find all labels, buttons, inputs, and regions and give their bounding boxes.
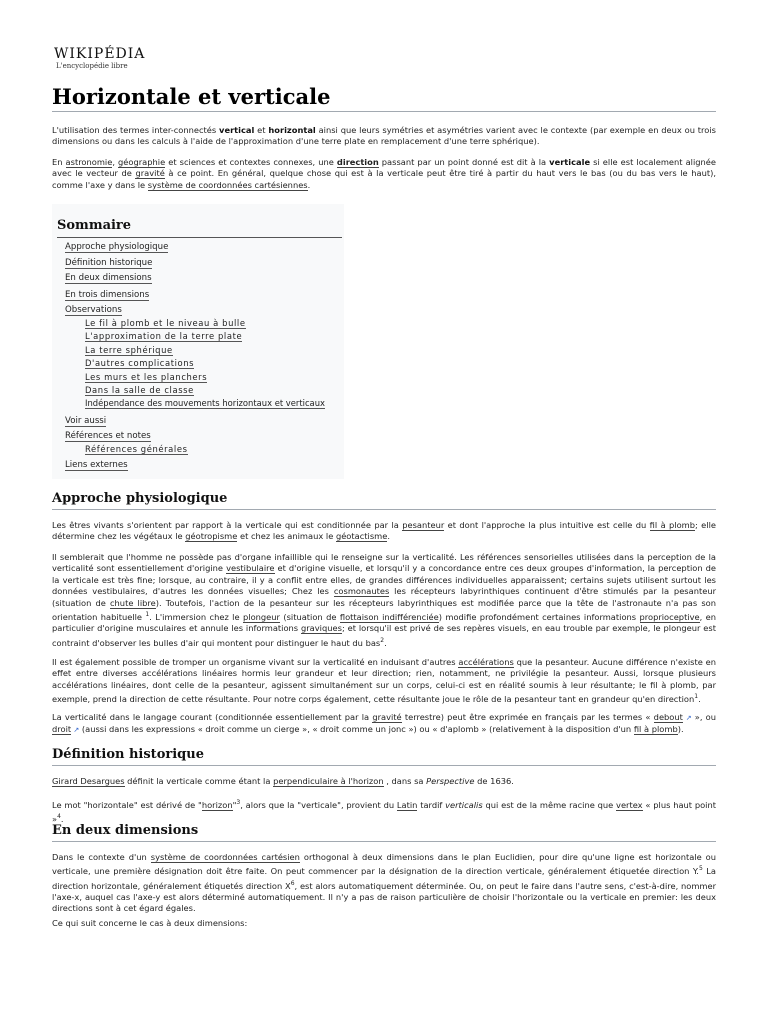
external-link-icon[interactable]: ↗ bbox=[682, 714, 692, 722]
section-heading-definition-historique: Définition historique bbox=[52, 747, 204, 762]
wikipedia-logo[interactable] bbox=[54, 46, 145, 70]
footnote-ref[interactable]: 1 bbox=[145, 611, 150, 619]
deux-paragraph-2: Ce qui suit concerne le cas à deux dimensions: bbox=[52, 918, 248, 928]
inline-link[interactable]: gravité bbox=[135, 168, 165, 179]
inline-link[interactable]: horizon bbox=[201, 799, 233, 810]
toc-item-en-trois-dimensions[interactable]: En trois dimensions bbox=[65, 290, 150, 300]
toc-item-references-et-notes[interactable]: Références et notes bbox=[65, 431, 151, 441]
footnote-ref[interactable]: 3 bbox=[236, 799, 241, 806]
toc-divider bbox=[57, 237, 342, 238]
title-divider bbox=[52, 111, 716, 112]
histo-paragraph-1: Girard Desargues définit la verticale comme étant la perpendiculaire à l'horizon , dans sa Perspective de 1636. bbox=[52, 776, 514, 786]
footnote-ref[interactable]: 6 bbox=[290, 879, 295, 887]
footnote-ref[interactable]: 1 bbox=[694, 693, 699, 701]
italic-term: verticalis bbox=[445, 799, 483, 810]
inline-link[interactable]: géographie bbox=[118, 157, 166, 167]
physio-paragraph-2: Il semblerait que l'homme ne possède pas d'organe infaillible qui le renseigne sur la verticalité. Les références sensorielles utilisées dans la perception de la verticalité sont essentiellement d'origine vestibulaire et d'origine visuelle, et lorsqu'il y a concordance entre ces deux groupes d'information, la perception de la verticale est très fine; lorsque, au contraire, il y a conflit entre elles, de grandes différences individuelles apparaissent; certains sujets utilisent surtout les données vestibulaires, d'autres les données visuelles; Chez les cosmonautes les récepteurs labyrinthiques continuent d'être stimulés par la pesanteur (situation de chute libre). Toutefois, l'action de la pesanteur sur les récepteurs labyrinthiques est modifiée parce que la tête de l'astronaute n'a pas son orientation habituelle $^1$. L'immersion chez le plongeur (situation de flottaison indifférenciée) modifie profondément certaines informations proprioceptive, en particulier d'origine musculaires et annule les informations graviques; et lorsqu'il est privé de ses repères visuels, en eau trouble par exemple, le plongeur est contraint d'observer les bulles d'air qui montent pour distinguer le haut du bas$^2$. bbox=[52, 552, 717, 648]
toc-item-approche-physiologique[interactable]: Approche physiologique bbox=[65, 242, 169, 252]
inline-link[interactable]: debout bbox=[653, 712, 683, 722]
bold-term: horizontal bbox=[268, 125, 316, 135]
toc-item-terre-plate[interactable]: L'approximation de la terre plate bbox=[85, 331, 243, 341]
toc-item-observations[interactable]: Observations bbox=[65, 305, 122, 315]
inline-link[interactable]: système de coordonnées cartésien bbox=[150, 852, 300, 862]
physio-paragraph-4: La verticalité dans le langage courant (conditionnée essentiellement par la gravité terrestre) peut être exprimée en français par les termes « debout ↗ », ou droit ↗ (aussi dans les expressions « droit comme un cierge », « droit comme un jonc ») ou « d'aplomb » (relativement à la disposition d'un fil à plomb). bbox=[52, 712, 717, 735]
inline-link[interactable]: fil à plomb bbox=[649, 520, 696, 530]
external-link-icon[interactable]: ↗ bbox=[71, 726, 80, 735]
inline-link[interactable]: accélérations bbox=[458, 657, 514, 667]
inline-link[interactable]: astronomie bbox=[65, 157, 113, 167]
inline-link[interactable]: pesanteur bbox=[402, 520, 445, 530]
inline-link[interactable]: Latin bbox=[396, 799, 418, 810]
toc-item-en-deux-dimensions[interactable]: En deux dimensions bbox=[65, 273, 152, 283]
page-title: Horizontale et verticale bbox=[52, 84, 331, 109]
physio-paragraph-1: Les êtres vivants s'orientent par rapport à la verticale qui est conditionnée par la pesanteur et dont l'approche la plus intuitive est celle du fil à plomb; elle détermine chez les végétaux le géotropisme et chez les animaux le géotactisme. bbox=[52, 520, 716, 542]
bold-term: verticale bbox=[549, 157, 591, 167]
section-divider bbox=[52, 841, 716, 842]
physio-paragraph-3: Il est également possible de tromper un organisme vivant sur la verticalité en induisant d'autres accélérations que la pesanteur. Aucune différence n'existe en effet entre diverses accélérations linéaires hormis leur grandeur et leur direction; rien, notamment, ne privilégie la pesanteur. Aussi, lorsque plusieurs accélérations linéaires, dont celle de la pesanteur, agissent simultanément sur un corps, celui-ci est en réalité soumis à leur résultante; le fil à plomb, par exemple, prend la direction de cette résultante. Pour notre corps également, cette résultante joue le rôle de la pesanteur tant en grandeur qu'en direction$^1$. bbox=[52, 657, 716, 704]
inline-link[interactable]: gravité bbox=[372, 712, 402, 722]
toc-item-fil-a-plomb[interactable]: Le fil à plomb et le niveau à bulle bbox=[85, 318, 246, 328]
bold-term: vertical bbox=[219, 125, 255, 135]
footnote-ref[interactable]: 5 bbox=[698, 865, 703, 873]
footnote-ref[interactable]: 4 bbox=[57, 813, 61, 821]
toc-item-liens-externes[interactable]: Liens externes bbox=[65, 460, 128, 470]
inline-link[interactable]: graviques bbox=[301, 623, 342, 634]
intro-paragraph-1: L'utilisation des termes inter-connectés vertical et horizontal ainsi que leurs symétries et asymétries varient avec le contexte (par exemple en deux ou trois dimensions ou dans les calculs à l'aide de l'approximation d'une terre plate en remplacement d'une terre sphérique). bbox=[52, 125, 716, 147]
inline-link[interactable]: proprioceptive bbox=[639, 611, 700, 622]
inline-link[interactable]: flottaison indifférenciée bbox=[339, 611, 439, 622]
italic-term: Perspective bbox=[426, 776, 475, 786]
toc-item-terre-spherique[interactable]: La terre sphérique bbox=[85, 345, 173, 355]
inline-link[interactable]: cosmonautes bbox=[333, 586, 390, 597]
inline-link[interactable]: chute libre bbox=[109, 597, 156, 608]
logo-title: WIKIPÉDIA bbox=[54, 46, 146, 62]
toc-item-autres-complications[interactable]: D'autres complications bbox=[85, 358, 195, 368]
deux-paragraph-1: Dans le contexte d'un système de coordonnées cartésien orthogonal à deux dimensions dans le plan Euclidien, pour dire qu'une ligne est horizontale ou verticale, une première désignation doit être faite. On peut commencer par la désignation de la direction verticale, généralement étiquetée direction Y.$^5$ La direction horizontale, généralement étiquetés direction $X^6$, est alors automatiquement déterminée. Ou, on peut le faire dans l'autre sens, c'est-à-dire, nommer l'axe-x, auquel cas l'axe-y est alors déterminé automatiquement. Il n'y a pas de raison particulière de choisir l'horizontale ou la verticale en premier: les deux directions sont à cet égard égales. bbox=[52, 852, 716, 914]
inline-link[interactable]: géotropisme bbox=[185, 531, 238, 542]
toc-item-voir-aussi[interactable]: Voir aussi bbox=[65, 416, 107, 426]
inline-link[interactable]: système de coordonnées cartésiennes bbox=[147, 179, 308, 190]
inline-link[interactable]: droit bbox=[52, 724, 72, 735]
toc-item-salle-de-classe[interactable]: Dans la salle de classe bbox=[85, 385, 194, 395]
inline-link[interactable]: vertex bbox=[616, 799, 643, 810]
section-heading-approche-physiologique: Approche physiologique bbox=[52, 491, 228, 506]
inline-link[interactable]: fil à plomb bbox=[633, 724, 678, 735]
inline-link[interactable]: perpendiculaire à l'horizon bbox=[273, 776, 384, 786]
inline-link[interactable]: direction bbox=[336, 157, 379, 167]
toc-title: Sommaire bbox=[57, 218, 132, 233]
toc-item-definition-historique[interactable]: Définition historique bbox=[65, 258, 153, 268]
section-heading-en-deux-dimensions: En deux dimensions bbox=[52, 823, 199, 838]
inline-link[interactable]: géotactisme bbox=[335, 531, 388, 542]
logo-subtitle: L'encyclopédie libre bbox=[56, 62, 128, 70]
inline-link[interactable]: plongeur bbox=[243, 611, 280, 622]
toc-item-murs-planchers[interactable]: Les murs et les planchers bbox=[85, 372, 208, 382]
table-of-contents bbox=[52, 204, 344, 479]
toc-item-references-generales[interactable]: Références générales bbox=[85, 444, 188, 454]
section-divider bbox=[52, 509, 716, 510]
inline-link[interactable]: vestibulaire bbox=[226, 563, 275, 574]
inline-link[interactable]: Girard Desargues bbox=[52, 776, 125, 786]
section-divider bbox=[52, 765, 716, 766]
histo-paragraph-2: Le mot "horizontale" est dérivé de "horizon"$^3$, alors que la "verticale", provient du Latin tardif verticalis qui est de la même racine que vertex « plus haut point »$^4$. bbox=[52, 799, 717, 824]
toc-item-independance-mouvements[interactable]: Indépendance des mouvements horizontaux et verticaux bbox=[85, 398, 325, 408]
footnote-ref[interactable]: 2 bbox=[380, 636, 385, 644]
intro-paragraph-2: En astronomie, géographie et sciences et contextes connexes, une direction passant par un point donné est dit à la verticale si elle est localement alignée avec le vecteur de gravité à ce point. En général, quelque chose qui est à la verticale peut être tiré à partir du haut vers le bas (ou du bas vers le haut), comme l'axe y dans le système de coordonnées cartésiennes. bbox=[52, 157, 716, 190]
